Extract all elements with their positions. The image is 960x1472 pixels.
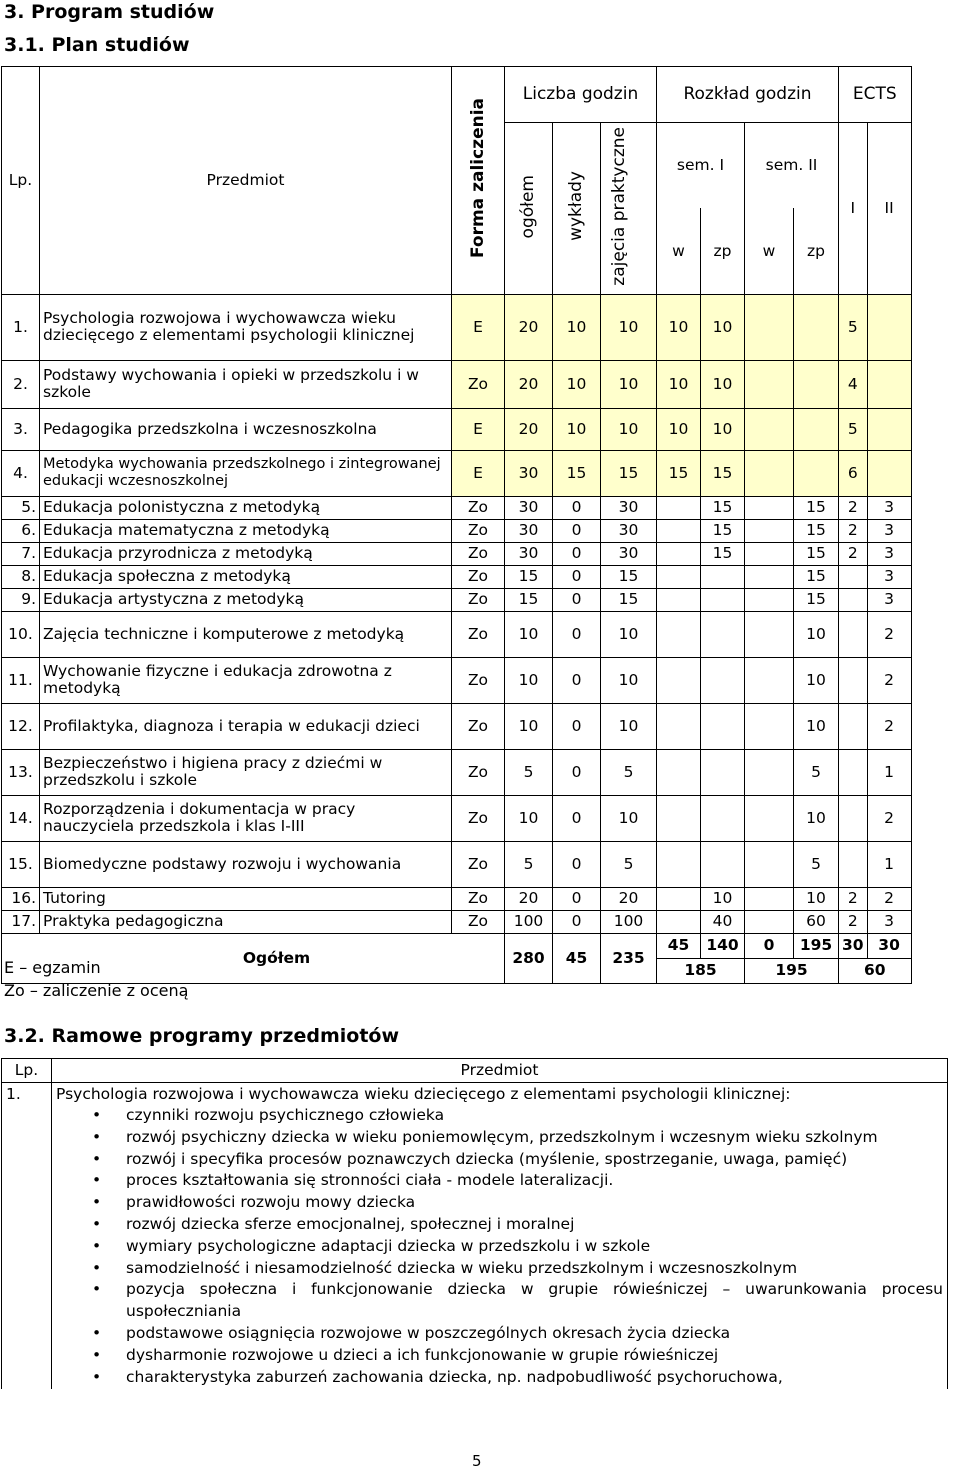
- header-ogolem: ogółem: [505, 123, 553, 295]
- page-number: 5: [472, 1452, 482, 1470]
- total-s2w: 0: [745, 933, 794, 958]
- row-subject-name: Edukacja matematyczna z metodyką: [40, 519, 452, 542]
- row-subject-name: Edukacja przyrodnicza z metodyką: [40, 542, 452, 565]
- list-item: • charakterystyka zaburzeń zachowania dziecka, np. nadpobudliwość psychoruchowa,: [126, 1367, 943, 1389]
- row-s1w: [657, 841, 701, 887]
- row-s2zp: 10: [794, 795, 839, 841]
- row-ects-1: 5: [839, 408, 868, 450]
- table-row: [2, 749, 912, 795]
- row-s2w: [745, 657, 794, 703]
- header-forma: Forma zaliczenia: [452, 67, 505, 295]
- row-forma: Zo: [452, 360, 505, 408]
- row-s2w: [745, 611, 794, 657]
- row-wyklady: 0: [553, 519, 601, 542]
- row-lp: 10.: [2, 611, 40, 657]
- row-ects-2: 1: [867, 749, 911, 795]
- row-ects-2: [867, 450, 911, 496]
- row-s2w: [745, 887, 794, 910]
- row-s2zp: 60: [794, 910, 839, 933]
- row-s2zp: [794, 294, 839, 360]
- row-ogolem: 5: [505, 841, 553, 887]
- total-label: Ogółem: [2, 933, 505, 983]
- row-s1zp: [701, 841, 745, 887]
- row-ects-2: 3: [867, 910, 911, 933]
- row-s1w: 10: [657, 408, 701, 450]
- row-ects-2: 2: [867, 795, 911, 841]
- row-lp: 8.: [2, 565, 40, 588]
- row-s1zp: 10: [701, 294, 745, 360]
- row-zajecia: 10: [601, 657, 657, 703]
- row-subject-name: Edukacja polonistyczna z metodyką: [40, 496, 452, 519]
- row-s1zp: 15: [701, 496, 745, 519]
- row-s2w: [745, 703, 794, 749]
- row-forma: Zo: [452, 657, 505, 703]
- row-ects-1: 2: [839, 496, 868, 519]
- list-item: • rozwój i specyfika procesów poznawczych dziecka (myślenie, spostrzeganie, uwaga, pamięć): [126, 1149, 943, 1171]
- row-wyklady: 0: [553, 703, 601, 749]
- row-ects-2: 3: [867, 588, 911, 611]
- list-item: • proces kształtowania się stronności ciała - modele lateralizacji.: [126, 1170, 943, 1192]
- prog-topic-list: [56, 1105, 943, 1388]
- row-subject-name: Metodyka wychowania przedszkolnego i zintegrowanej edukacji wczesnoszkolnej: [40, 450, 452, 496]
- row-ogolem: 20: [505, 408, 553, 450]
- row-s2w: [745, 496, 794, 519]
- row-s2w: [745, 588, 794, 611]
- row-ects-2: 2: [867, 887, 911, 910]
- row-ects-2: [867, 294, 911, 360]
- table-row: [2, 795, 912, 841]
- prog-row-lp: 1.: [2, 1083, 52, 1390]
- total-sum-sem2: 195: [745, 958, 839, 983]
- total-s2zp: 195: [794, 933, 839, 958]
- row-ects-1: 2: [839, 887, 868, 910]
- row-s2zp: 10: [794, 657, 839, 703]
- total-s1zp: 140: [701, 933, 745, 958]
- row-s2w: [745, 542, 794, 565]
- study-plan-table: [1, 66, 912, 984]
- row-subject-name: Psychologia rozwojowa i wychowawcza wieku dziecięcego z elementami psychologii klinicznej: [40, 294, 452, 360]
- subsection-heading-2: 3.2. Ramowe programy przedmiotów: [4, 1025, 400, 1047]
- row-s1w: [657, 519, 701, 542]
- row-ects-1: 2: [839, 519, 868, 542]
- header-przedmiot: Przedmiot: [40, 67, 452, 295]
- row-ogolem: 20: [505, 887, 553, 910]
- row-wyklady: 0: [553, 611, 601, 657]
- row-s2w: [745, 565, 794, 588]
- row-wyklady: 0: [553, 749, 601, 795]
- prog-row-title: Psychologia rozwojowa i wychowawcza wieku dziecięcego z elementami psychologii klinicznej:: [56, 1085, 791, 1103]
- row-subject-name: Edukacja artystyczna z metodyką: [40, 588, 452, 611]
- row-forma: Zo: [452, 611, 505, 657]
- header-wyklady: wykłady: [553, 123, 601, 295]
- programs-table: [1, 1058, 948, 1389]
- row-ects-2: [867, 360, 911, 408]
- row-wyklady: 0: [553, 542, 601, 565]
- row-s2w: [745, 360, 794, 408]
- list-item: • prawidłowości rozwoju mowy dziecka: [126, 1192, 943, 1214]
- table-row: [2, 910, 912, 933]
- total-sum-sem1: 185: [657, 958, 745, 983]
- row-lp: 9.: [2, 588, 40, 611]
- row-ogolem: 20: [505, 360, 553, 408]
- row-zajecia: 30: [601, 519, 657, 542]
- total-sum-ects: 60: [839, 958, 912, 983]
- row-ogolem: 10: [505, 795, 553, 841]
- row-s2zp: [794, 360, 839, 408]
- row-s2w: [745, 294, 794, 360]
- row-ects-2: 3: [867, 519, 911, 542]
- row-ogolem: 15: [505, 565, 553, 588]
- row-zajecia: 15: [601, 588, 657, 611]
- row-ects-1: 4: [839, 360, 868, 408]
- row-wyklady: 10: [553, 408, 601, 450]
- row-ects-1: [839, 657, 868, 703]
- header-rozklad-godzin: Rozkład godzin: [657, 67, 839, 123]
- row-ects-1: [839, 795, 868, 841]
- row-subject-name: Biomedyczne podstawy rozwoju i wychowania: [40, 841, 452, 887]
- row-forma: Zo: [452, 588, 505, 611]
- header-sem1: sem. I: [657, 123, 745, 209]
- list-item: • rozwój psychiczny dziecka w wieku poniemowlęcym, przedszkolnym i wczesnym wieku szkolnym: [126, 1127, 943, 1149]
- row-wyklady: 0: [553, 565, 601, 588]
- row-ects-2: 1: [867, 841, 911, 887]
- row-zajecia: 20: [601, 887, 657, 910]
- total-row: [2, 933, 912, 958]
- row-ects-2: 2: [867, 657, 911, 703]
- row-subject-name: Praktyka pedagogiczna: [40, 910, 452, 933]
- row-ogolem: 30: [505, 450, 553, 496]
- table-row: [2, 611, 912, 657]
- row-forma: Zo: [452, 841, 505, 887]
- row-s2zp: 15: [794, 519, 839, 542]
- row-ects-1: 6: [839, 450, 868, 496]
- legend-egzamin: E – egzamin: [4, 958, 101, 977]
- row-forma: Zo: [452, 542, 505, 565]
- row-forma: Zo: [452, 887, 505, 910]
- row-s1zp: 10: [701, 408, 745, 450]
- row-zajecia: 15: [601, 450, 657, 496]
- row-wyklady: 0: [553, 910, 601, 933]
- legend-zaliczenie: Zo – zaliczenie z oceną: [4, 981, 189, 1000]
- row-forma: Zo: [452, 910, 505, 933]
- row-ects-1: 5: [839, 294, 868, 360]
- row-ects-2: 3: [867, 542, 911, 565]
- header-s1w: w: [657, 208, 701, 294]
- row-s2zp: 10: [794, 703, 839, 749]
- row-wyklady: 0: [553, 496, 601, 519]
- row-ects-2: 2: [867, 703, 911, 749]
- row-s1w: [657, 588, 701, 611]
- row-s1zp: [701, 657, 745, 703]
- row-forma: E: [452, 294, 505, 360]
- row-lp: 17.: [2, 910, 40, 933]
- table-row: [2, 703, 912, 749]
- row-s1zp: 10: [701, 887, 745, 910]
- list-item: • rozwój dziecka sferze emocjonalnej, społecznej i moralnej: [126, 1214, 943, 1236]
- row-zajecia: 30: [601, 542, 657, 565]
- row-ogolem: 15: [505, 588, 553, 611]
- row-subject-name: Edukacja społeczna z metodyką: [40, 565, 452, 588]
- row-subject-name: Pedagogika przedszkolna i wczesnoszkolna: [40, 408, 452, 450]
- total-zajecia: 235: [601, 933, 657, 983]
- row-wyklady: 15: [553, 450, 601, 496]
- row-s1w: [657, 565, 701, 588]
- row-s2zp: 15: [794, 496, 839, 519]
- row-s1w: [657, 910, 701, 933]
- row-ects-1: 2: [839, 910, 868, 933]
- row-s2w: [745, 841, 794, 887]
- list-item: • dysharmonie rozwojowe u dzieci a ich funkcjonowanie w grupie rówieśniczej: [126, 1345, 943, 1367]
- total-ogolem: 280: [505, 933, 553, 983]
- row-s1zp: [701, 611, 745, 657]
- row-s2zp: 5: [794, 749, 839, 795]
- row-subject-name: Podstawy wychowania i opieki w przedszkolu i w szkole: [40, 360, 452, 408]
- row-forma: E: [452, 408, 505, 450]
- row-zajecia: 10: [601, 611, 657, 657]
- row-s1zp: [701, 703, 745, 749]
- table-row: [2, 408, 912, 450]
- row-wyklady: 0: [553, 887, 601, 910]
- row-lp: 6.: [2, 519, 40, 542]
- row-ogolem: 5: [505, 749, 553, 795]
- row-wyklady: 0: [553, 657, 601, 703]
- row-ogolem: 20: [505, 294, 553, 360]
- row-zajecia: 10: [601, 360, 657, 408]
- table-row: [2, 519, 912, 542]
- row-wyklady: 10: [553, 294, 601, 360]
- row-ects-1: [839, 588, 868, 611]
- row-s2zp: 15: [794, 542, 839, 565]
- row-s2zp: 10: [794, 887, 839, 910]
- row-s2w: [745, 450, 794, 496]
- row-lp: 4.: [2, 450, 40, 496]
- header-ects: ECTS: [839, 67, 912, 123]
- row-forma: Zo: [452, 565, 505, 588]
- table-row: [2, 542, 912, 565]
- row-s1w: [657, 542, 701, 565]
- row-s1zp: [701, 749, 745, 795]
- header-ects-1: I: [839, 123, 868, 295]
- row-ogolem: 30: [505, 542, 553, 565]
- row-s1w: 15: [657, 450, 701, 496]
- row-s1zp: 15: [701, 519, 745, 542]
- row-ogolem: 30: [505, 496, 553, 519]
- row-forma: Zo: [452, 519, 505, 542]
- row-wyklady: 0: [553, 841, 601, 887]
- row-s2zp: 15: [794, 565, 839, 588]
- table-row: [2, 450, 912, 496]
- row-ogolem: 100: [505, 910, 553, 933]
- row-wyklady: 0: [553, 588, 601, 611]
- header-lp: Lp.: [2, 67, 40, 295]
- row-ects-1: [839, 703, 868, 749]
- row-zajecia: 15: [601, 565, 657, 588]
- table-row: [2, 360, 912, 408]
- row-lp: 3.: [2, 408, 40, 450]
- row-zajecia: 10: [601, 795, 657, 841]
- row-zajecia: 100: [601, 910, 657, 933]
- section-heading: 3. Program studiów: [4, 1, 215, 23]
- table-row: [2, 565, 912, 588]
- row-s1w: [657, 887, 701, 910]
- row-wyklady: 10: [553, 360, 601, 408]
- row-ects-1: [839, 565, 868, 588]
- row-ogolem: 10: [505, 657, 553, 703]
- table-row: [2, 841, 912, 887]
- header-liczba-godzin: Liczba godzin: [505, 67, 657, 123]
- row-ogolem: 10: [505, 703, 553, 749]
- table-row: [2, 657, 912, 703]
- row-s2w: [745, 519, 794, 542]
- row-zajecia: 30: [601, 496, 657, 519]
- row-subject-name: Profilaktyka, diagnoza i terapia w edukacji dzieci: [40, 703, 452, 749]
- row-subject-name: Tutoring: [40, 887, 452, 910]
- row-s2zp: [794, 450, 839, 496]
- prog-header-przedmiot: Przedmiot: [52, 1059, 948, 1083]
- row-s1zp: 15: [701, 542, 745, 565]
- total-ects-1: 30: [839, 933, 868, 958]
- subsection-heading: 3.1. Plan studiów: [4, 34, 190, 56]
- header-s1zp: zp: [701, 208, 745, 294]
- row-lp: 2.: [2, 360, 40, 408]
- row-ects-2: [867, 408, 911, 450]
- row-lp: 11.: [2, 657, 40, 703]
- row-s1zp: 40: [701, 910, 745, 933]
- row-ects-2: 3: [867, 565, 911, 588]
- row-s2w: [745, 408, 794, 450]
- header-s2zp: zp: [794, 208, 839, 294]
- row-forma: Zo: [452, 795, 505, 841]
- row-s2zp: 15: [794, 588, 839, 611]
- row-s2zp: 5: [794, 841, 839, 887]
- row-lp: 13.: [2, 749, 40, 795]
- row-zajecia: 5: [601, 841, 657, 887]
- table-row: [2, 887, 912, 910]
- row-s1zp: [701, 795, 745, 841]
- table-row: [2, 294, 912, 360]
- table-row: [2, 496, 912, 519]
- list-item: • czynniki rozwoju psychicznego człowieka: [126, 1105, 943, 1127]
- row-forma: Zo: [452, 703, 505, 749]
- row-subject-name: Bezpieczeństwo i higiena pracy z dziećmi w przedszkolu i szkole: [40, 749, 452, 795]
- prog-row-content: [52, 1083, 948, 1390]
- row-subject-name: Rozporządzenia i dokumentacja w pracy nauczyciela przedszkola i klas I-III: [40, 795, 452, 841]
- header-sem2: sem. II: [745, 123, 839, 209]
- row-zajecia: 10: [601, 703, 657, 749]
- row-s1zp: [701, 565, 745, 588]
- row-lp: 7.: [2, 542, 40, 565]
- row-ects-2: 2: [867, 611, 911, 657]
- row-s2w: [745, 749, 794, 795]
- row-forma: E: [452, 450, 505, 496]
- row-subject-name: Zajęcia techniczne i komputerowe z metodyką: [40, 611, 452, 657]
- list-item: • samodzielność i niesamodzielność dziecka w wieku przedszkolnym i wczesnoszkolnym: [126, 1258, 943, 1280]
- row-s2zp: [794, 408, 839, 450]
- row-forma: Zo: [452, 749, 505, 795]
- row-s2zp: 10: [794, 611, 839, 657]
- row-forma: Zo: [452, 496, 505, 519]
- header-s2w: w: [745, 208, 794, 294]
- row-lp: 15.: [2, 841, 40, 887]
- prog-header-lp: Lp.: [2, 1059, 52, 1083]
- row-ects-1: [839, 611, 868, 657]
- row-s1zp: 10: [701, 360, 745, 408]
- row-ects-1: 2: [839, 542, 868, 565]
- row-s2w: [745, 910, 794, 933]
- list-item: • podstawowe osiągnięcia rozwojowe w poszczególnych okresach życia dziecka: [126, 1323, 943, 1345]
- total-wyklady: 45: [553, 933, 601, 983]
- row-lp: 16.: [2, 887, 40, 910]
- row-lp: 1.: [2, 294, 40, 360]
- table-row: [2, 588, 912, 611]
- row-s1w: [657, 795, 701, 841]
- row-s1w: [657, 496, 701, 519]
- header-ects-2: II: [867, 123, 911, 295]
- row-subject-name: Wychowanie fizyczne i edukacja zdrowotna z metodyką: [40, 657, 452, 703]
- list-item: • pozycja społeczna i funkcjonowanie dziecka w grupie rówieśniczej – uwarunkowania procesu uspołeczniania: [126, 1279, 943, 1323]
- row-lp: 12.: [2, 703, 40, 749]
- row-zajecia: 5: [601, 749, 657, 795]
- row-s1w: [657, 657, 701, 703]
- list-item: • wymiary psychologiczne adaptacji dziecka w przedszkolu i w szkole: [126, 1236, 943, 1258]
- row-s1w: 10: [657, 360, 701, 408]
- row-ogolem: 10: [505, 611, 553, 657]
- row-lp: 14.: [2, 795, 40, 841]
- row-s1w: [657, 703, 701, 749]
- row-wyklady: 0: [553, 795, 601, 841]
- row-s1zp: [701, 588, 745, 611]
- row-s1w: 10: [657, 294, 701, 360]
- row-s1w: [657, 749, 701, 795]
- row-zajecia: 10: [601, 294, 657, 360]
- total-ects-2: 30: [867, 933, 911, 958]
- row-ects-1: [839, 841, 868, 887]
- row-ects-1: [839, 749, 868, 795]
- row-lp: 5.: [2, 496, 40, 519]
- total-s1w: 45: [657, 933, 701, 958]
- row-ects-2: 3: [867, 496, 911, 519]
- row-ogolem: 30: [505, 519, 553, 542]
- row-s1w: [657, 611, 701, 657]
- row-s1zp: 15: [701, 450, 745, 496]
- header-zajecia: zajęcia praktyczne: [601, 123, 657, 295]
- row-s2w: [745, 795, 794, 841]
- row-zajecia: 10: [601, 408, 657, 450]
